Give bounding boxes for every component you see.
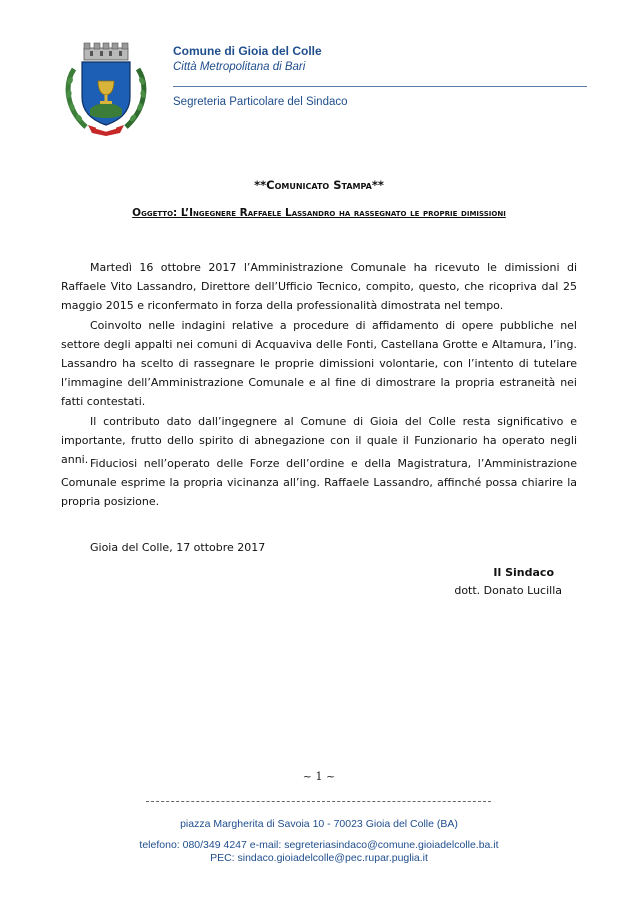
- subject-line: [0, 207, 638, 219]
- signatory-role: Il Sindaco: [493, 566, 554, 579]
- title-suffix: **: [371, 178, 384, 192]
- title-prefix: **: [254, 178, 267, 192]
- organization-name: Comune di Gioia del Colle: [173, 44, 322, 58]
- footer-pec: PEC: sindaco.gioiadelcolle@pec.rupar.puglia.it: [210, 852, 428, 864]
- body-paragraph-2: Coinvolto nelle indagini relative a procedure di affidamento di opere pubbliche nel settore degli appalti nei comuni di Acquaviva delle Fonti, Castellana Grotte e Altamura, l’ing. Lassandro ha scelto di rassegnare le proprie dimissioni volontarie, con l’intento di tutelare l’immagine dell’Amministrazione Comunale e al fine di dimostrare la propria estraneità nei fatti contestati.: [61, 319, 577, 408]
- place-and-date: Gioia del Colle, 17 ottobre 2017: [90, 541, 266, 554]
- body-paragraph-4: Fiduciosi nell’operato delle Forze dell’ordine e della Magistratura, l’Amministrazione Comunale esprime la propria vicinanza all’ing. Raffaele Lassandro, affinché possa chiarire la propria posizione.: [61, 457, 577, 508]
- page-number: ~ 1 ~: [302, 770, 336, 783]
- body-paragraph-3: Il contributo dato dall’ingegnere al Comune di Gioia del Colle resta significativo e importante, frutto dello spirito di abnegazione con il quale il Funzionario ha operato negli anni.: [61, 415, 577, 466]
- header-divider: [173, 86, 587, 87]
- title-text: Comunicato Stampa: [266, 178, 372, 192]
- press-release-title: [0, 178, 638, 192]
- footer-contacts: telefono: 080/349 4247 e-mail: segreteriasindaco@comune.gioiadelcolle.ba.it: [139, 839, 499, 851]
- municipal-coat-of-arms-icon: [60, 39, 152, 137]
- signatory-name: dott. Donato Lucilla: [454, 584, 562, 597]
- organization-subtitle: Città Metropolitana di Bari: [173, 61, 306, 73]
- footer-address: piazza Margherita di Savoia 10 - 70023 Gioia del Colle (BA): [180, 818, 458, 830]
- footer-divider: [146, 801, 491, 802]
- subject-text: Oggetto: L’Ingegnere Raffaele Lassandro ha rassegnato le proprie dimissioni: [132, 207, 506, 219]
- organization-block: [173, 43, 322, 75]
- body-paragraph-1: Martedì 16 ottobre 2017 l’Amministrazione Comunale ha ricevuto le dimissioni di Raffaele Vito Lassandro, Direttore dell’Ufficio Tecnico, compito, questo, che ricopriva dal 25 maggio 2015 e riconfermato in forza della professionalità dimostrata nel tempo.: [61, 261, 577, 312]
- office-name: Segreteria Particolare del Sindaco: [173, 96, 348, 108]
